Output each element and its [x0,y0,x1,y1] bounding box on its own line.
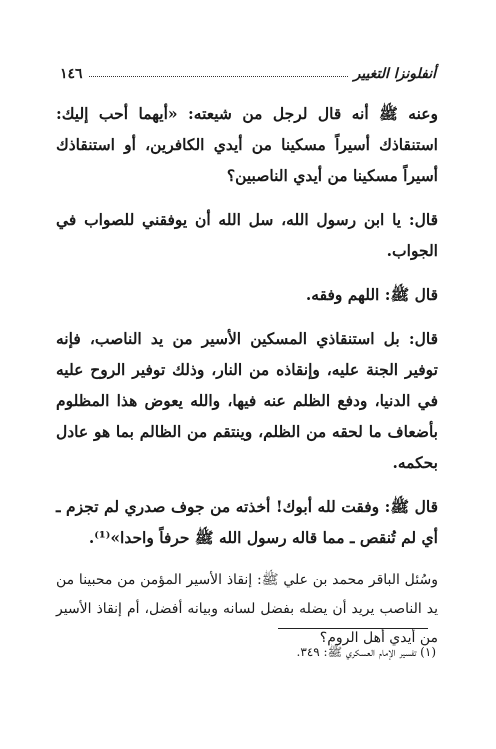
page-header [60,58,436,82]
header-dotted-leader [89,76,348,77]
paragraph-1: وعنه ﷺ أنه قال لرجل من شيعته: «أيهما أحب إليك: استنقاذك أسيراً مسكينا من أيدي الكافرين، أو استنقاذك أسيراً مسكينا من أيدي الناصبين؟ [56,104,438,185]
footnote: (١) تفسير الإمام العسكري ﷺ: ٣٤٩. [296,645,436,659]
paragraph-6: وسُئل الباقر محمد بن علي ﷺ: إنقاذ الأسير المؤمن من محبينا من يد الناصب يريد أن يضله بفضل لسانه وبيانه أفضل، أم إنقاذ الأسير من أيدي أهل الروم؟ [56,572,438,646]
paragraph-5: قال ﷺ: وفقت لله أبوك! أخذته من جوف صدري لم تجزم ـ أي لم تُنقص ـ مما قاله رسول الله ﷺ حرفاً واحدا»⁽¹⁾. [56,497,438,547]
page-body [56,98,438,666]
page-number: ١٤٦ [60,66,83,82]
running-title: أنفلونزا التغيير [353,66,436,82]
paragraph-4: قال: بل استنقاذي المسكين الأسير من يد الناصب، فإنه توفير الجنة عليه، وإنقاذه من النار، وذلك توفير الروح عليه في الدنيا، ودفع الظلم عنه فيها، والله يعوض هذا المظلوم بأضعاف ما لحقه من الظلم، وينتقم من الظالم بما هو عادل بحكمه. [56,329,438,472]
paragraph-3: قال ﷺ: اللهم وفقه. [305,285,438,304]
paragraph-2: قال: يا ابن رسول الله، سل الله أن يوفقني للصواب في الجواب. [56,210,438,260]
footnote-separator [278,628,428,629]
